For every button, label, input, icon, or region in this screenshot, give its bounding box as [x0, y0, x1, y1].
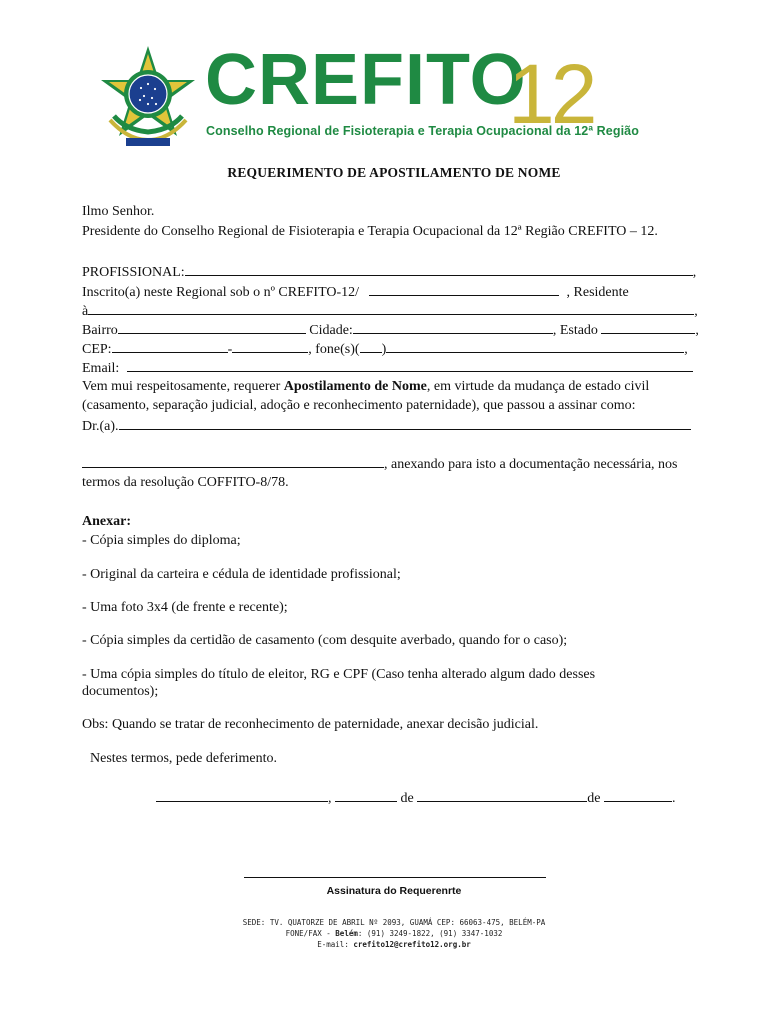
footer-address: SEDE: TV. QUATORZE DE ABRIL Nº 2093, GUAMÁ CEP: 66063-475, BELÉM-PA — [242, 918, 546, 927]
blank-city[interactable] — [156, 788, 328, 802]
body-line-5: termos da resolução COFFITO-8/78. — [82, 475, 289, 490]
footer-email: E-mail: crefito12@crefito12.org.br — [317, 940, 471, 949]
blank-cep-2[interactable] — [232, 339, 308, 353]
brand-number: 12 — [508, 47, 594, 141]
date-line: , de de . — [156, 788, 770, 808]
label-residente: , Residente — [566, 285, 629, 300]
blank-email[interactable] — [127, 358, 693, 372]
signature-line[interactable] — [244, 877, 546, 878]
blank-month[interactable] — [417, 788, 587, 802]
label-fone: , fone(s)( — [308, 342, 360, 357]
salutation: Ilmo Senhor. — [82, 204, 155, 219]
brand-subtitle: Conselho Regional de Fisioterapia e Terapia Ocupacional da 12ª Região — [206, 124, 639, 138]
highlight-apostilamento: Apostilamento de Nome — [283, 379, 427, 394]
email-link[interactable]: crefito12@crefito12.org.br — [353, 940, 471, 949]
document-title: REQUERIMENTO DE APOSTILAMENTO DE NOME — [227, 165, 561, 180]
blank-new-name[interactable] — [119, 416, 691, 430]
blank-day[interactable] — [335, 788, 397, 802]
brazil-coat-of-arms-icon — [96, 44, 200, 148]
blank-cidade[interactable] — [353, 320, 553, 334]
body-line-3: Dr.(a). — [82, 416, 706, 436]
obs-note: Obs: Quando se tratar de reconhecimento de paternidade, anexar decisão judicial. — [82, 717, 539, 732]
closing: Nestes termos, pede deferimento. — [90, 751, 277, 766]
body-line-1: Vem mui respeitosamente, requerer Apostilamento de Nome, em virtude da mudança de estado civil — [82, 379, 650, 394]
blank-estado[interactable] — [601, 320, 695, 334]
field-inscrito — [82, 282, 706, 302]
blank-crefito-number[interactable] — [369, 282, 559, 296]
blank-bairro[interactable] — [118, 320, 306, 334]
anexar-item-3: - Uma foto 3x4 (de frente e recente); — [82, 600, 288, 615]
signature-label: Assinatura do Requerenrte — [326, 885, 462, 897]
blank-new-name-cont[interactable] — [82, 454, 384, 468]
anexar-item-4: - Cópia simples da certidão de casamento (com desquite averbado, quando for o caso); — [82, 633, 568, 648]
anexar-item-5: - Uma cópia simples do título de eleitor, RG e CPF (Caso tenha alterado algum dado desses — [82, 667, 596, 682]
label-estado: , Estado — [552, 323, 598, 338]
anexar-item-1: - Cópia simples do diploma; — [82, 533, 241, 548]
label-inscrito: Inscrito(a) neste Regional sob o nº CREFITO-12/ — [82, 285, 360, 300]
blank-ddd[interactable] — [360, 339, 382, 353]
label-profissional: PROFISSIONAL: — [82, 265, 185, 280]
label-email: Email: — [82, 361, 120, 376]
blank-profissional[interactable] — [185, 262, 693, 276]
body-line-4: , anexando para isto a documentação necessária, nos — [82, 454, 706, 474]
blank-fone[interactable] — [386, 339, 684, 353]
blank-year[interactable] — [604, 788, 672, 802]
blank-cep-1[interactable] — [112, 339, 228, 353]
anexar-item-2: - Original da carteira e cédula de identidade profissional; — [82, 567, 401, 582]
body-line-2: (casamento, separação judicial, adoção e reconhecimento paternidade), que passou a assinar como: — [82, 398, 636, 413]
anexar-title: Anexar: — [82, 514, 131, 529]
anexar-item-5-cont: documentos); — [82, 684, 159, 699]
brand-wordmark: CREFITO — [205, 40, 527, 120]
blank-endereco[interactable] — [88, 301, 694, 315]
field-endereco: à , — [82, 301, 706, 321]
field-email — [82, 358, 706, 378]
addressee: Presidente do Conselho Regional de Fisioterapia e Terapia Ocupacional da 12ª Região CREFITO – 12. — [82, 224, 658, 239]
label-cep: CEP: — [82, 342, 112, 357]
field-profissional: PROFISSIONAL: , — [82, 262, 706, 282]
label-a: à — [82, 304, 89, 319]
label-bairro: Bairro — [82, 323, 118, 338]
footer-phone: FONE/FAX - Belém: (91) 3249-1822, (91) 3347-1032 — [285, 929, 503, 938]
field-cep-fone: CEP: - , fone(s)( ) , — [82, 339, 706, 359]
field-bairro-cidade-estado: Bairro Cidade: , Estado , — [82, 320, 706, 340]
label-cidade: Cidade: — [305, 323, 353, 338]
